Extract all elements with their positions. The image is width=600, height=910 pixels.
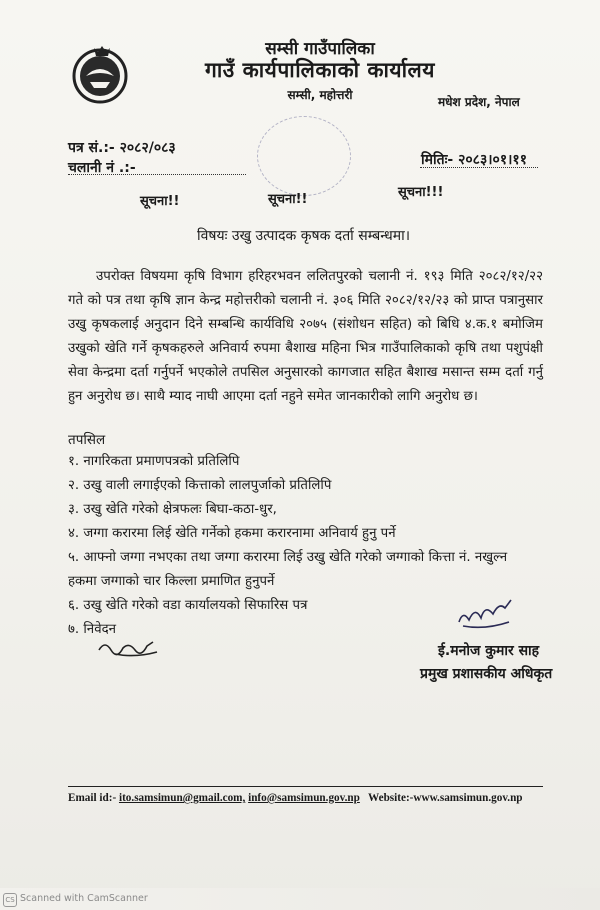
list-item: १. नागरिकता प्रमाणपत्रको प्रतिलिपि — [68, 454, 240, 469]
notice-heading-2: सूचना!! — [268, 192, 308, 207]
list-item: ४. जग्गा करारमा लिई खेति गर्नेको हकमा करारनामा अनिवार्य हुनु पर्ने — [68, 526, 396, 541]
email-link-2[interactable]: info@samsimun.gov.np — [248, 792, 360, 804]
dispatch-underline — [68, 174, 246, 175]
list-item: ५. आफ्नो जग्गा नभएका तथा जग्गा करारमा लिई उखु खेति गरेको जग्गाको कित्ता नं. नखुल्न — [68, 550, 508, 565]
office-stamp — [257, 116, 351, 196]
list-item: ६. उखु खेति गरेको वडा कार्यालयको सिफारिस पत्र — [68, 598, 308, 613]
website-link[interactable]: www.samsimun.gov.np — [413, 792, 523, 804]
notice-heading-3: सूचना!!! — [398, 185, 444, 200]
email-link-1[interactable]: ito.samsimun@gmail.com, — [118, 792, 246, 804]
province-name: मधेश प्रदेश, नेपाल — [438, 95, 520, 109]
initials-signature — [95, 636, 165, 662]
list-item: २. उखु वाली लगाईएको कित्ताको लालपुर्जाको प्रतिलिपि — [68, 478, 332, 493]
subject-line: विषयः उखु उत्पादक कृषक दर्ता सम्बन्धमा। — [197, 228, 411, 244]
notice-heading-1: सूचना!! — [140, 194, 180, 209]
letter-number: पत्र सं.:- २०८२/०८३ — [68, 140, 176, 156]
camscanner-icon: CS — [3, 893, 17, 907]
officer-signature — [455, 596, 515, 632]
email-label: Email id:- — [68, 792, 117, 804]
website-label: Website:- — [368, 792, 414, 804]
municipality-name: सम्सी गाउँपालिका — [265, 39, 375, 59]
details-heading: तपसिल — [68, 432, 106, 448]
body-paragraph: उपरोक्त विषयमा कृषि विभाग हरिहरभवन ललितपुरको चलानी नं. १९३ मिति २०८२/१२/२२ गते को पत्र तथा कृषि ज्ञान केन्द्र महोत्तरीको चलानी नं. ३०६ मिति २०८२/१२/२३ को प्राप्त पत्रानुसार उखु कृषकलाई अनुदान दिने सम्बन्धि कार्यविधि २०७५ (संशोधन सहित) को बिधि ४.क.१ बमोजिम उखुको खेति गर्ने कृषकहरुले अनिवार्य रुपमा बैशाख महिना भित्र गाउँपालिकाको कृषि तथा पशुपंक्षी सेवा केन्द्रमा दर्ता गर्नुपर्ने भएकोले तपसिल अनुसारको कागजात सहित बैशाख मसान्त सम्म दर्ता गर्नु हुन अनुरोध छ। साथै म्याद नाघी आएमा दर्ता नहुने समेत जानकारीको लागि अनुरोध छ। — [68, 269, 543, 404]
list-item: ७. निवेदन — [68, 622, 117, 637]
officer-designation: प्रमुख प्रशासकीय अधिकृत — [420, 666, 553, 682]
date-underline — [420, 167, 538, 168]
government-emblem-icon — [68, 42, 132, 106]
contact-footer — [68, 792, 523, 804]
footer-divider — [68, 786, 543, 787]
list-item: ३. उखु खेति गरेको क्षेत्रफलः बिघा-कठा-धुर, — [68, 502, 277, 517]
officer-name: ई.मनोज कुमार साह — [438, 643, 540, 659]
office-address: सम्सी, महोत्तरी — [287, 88, 353, 102]
office-name: गाउँ कार्यपालिकाको कार्यालय — [205, 58, 435, 82]
list-item: हकमा जग्गाको चार किल्ला प्रमाणित हुनुपर्ने — [68, 574, 275, 589]
dispatch-number: चलानी नं .:- — [68, 160, 136, 176]
letter-date: मितिः- २०८३।०१।११ — [421, 152, 527, 168]
scanner-watermark: Scanned with CamScanner — [20, 893, 148, 904]
